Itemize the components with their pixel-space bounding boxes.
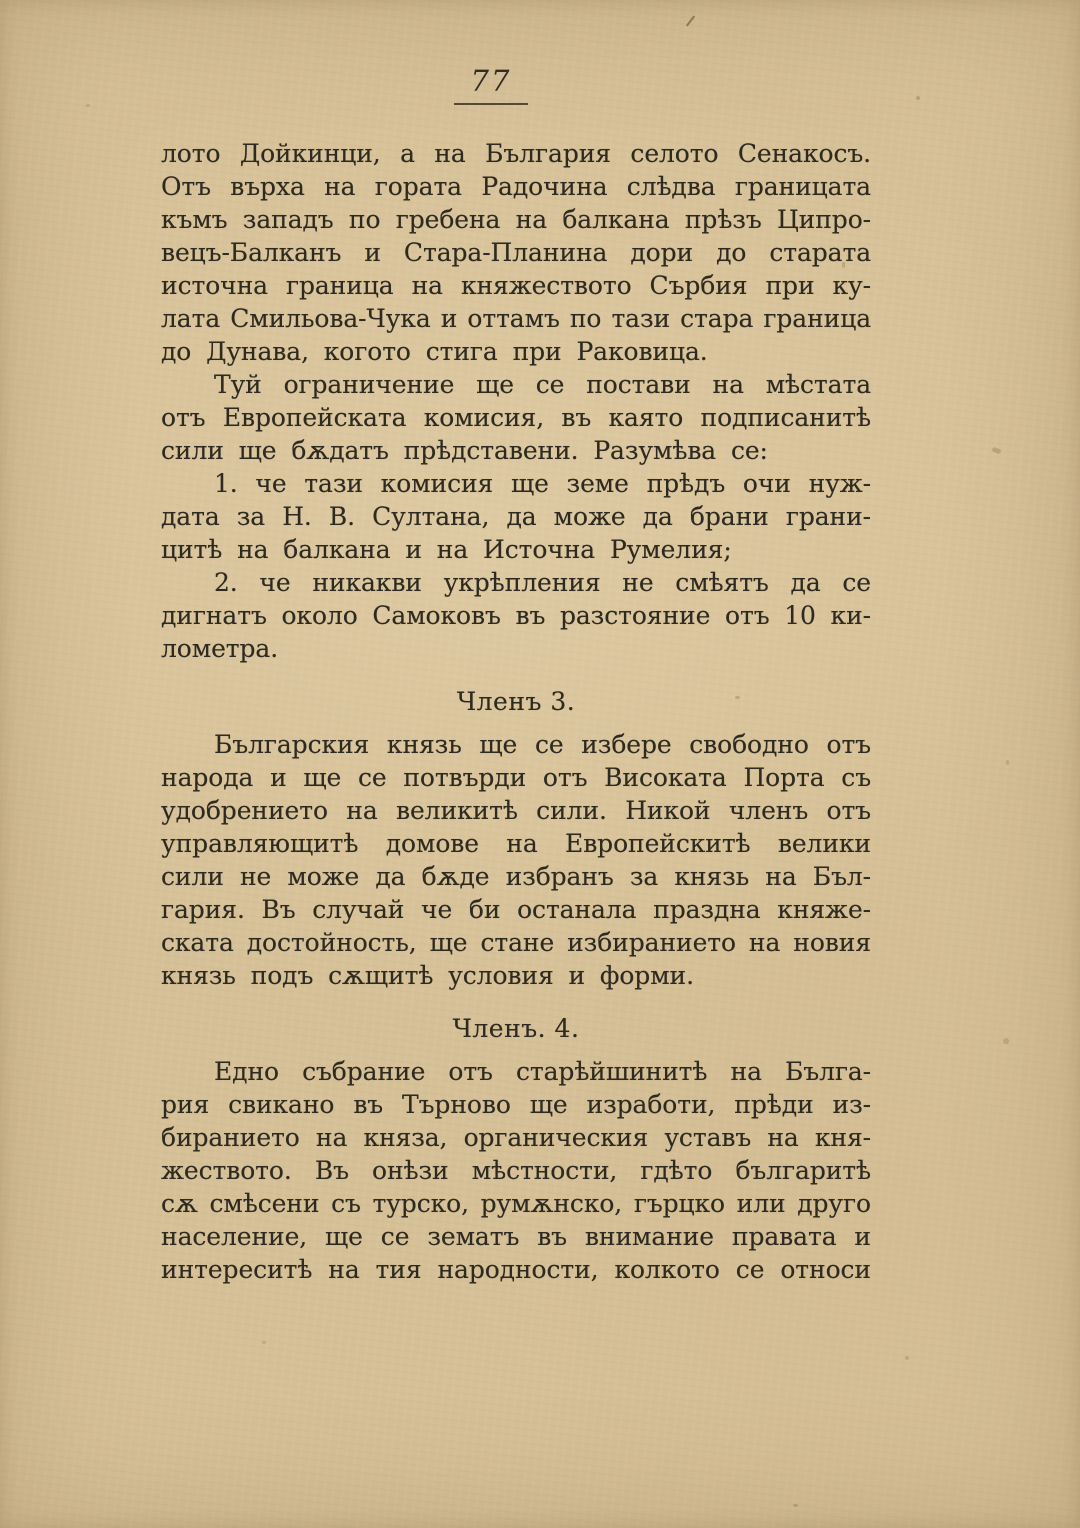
text-line: биранието на княза, органическия уставъ на кня- [161,1123,871,1152]
paper-speck [991,447,1001,455]
text-line: источна граница на княжеството Сърбия при ку- [161,271,871,300]
text-line: Българския князь ще се избере свободно отъ [214,730,871,759]
text-line: управляющитѣ домове на Европейскитѣ велики [161,829,871,858]
text-line: сѫ смѣсени съ турско, румѫнско, гърцко или друго [161,1189,871,1218]
text-line: народа и ще се потвърди отъ Високата Порта съ [161,763,871,792]
paper-speck [86,104,90,107]
text-column [161,137,871,1286]
section-heading: Членъ. 4. [452,1014,580,1043]
text-line: Отъ върха на гората Радочина слѣдва границата [161,172,871,201]
paper-speck [793,1504,798,1507]
text-line: сили ще бѫдатъ прѣдставени. Разумѣва се: [161,436,768,465]
text-line: жеството. Въ онѣзи мѣстности, гдѣто българитѣ [161,1156,871,1185]
text-line: сили не може да бѫде избранъ за князь на Бъл- [161,862,871,891]
text-line: лата Смильова-Чука и оттамъ по тази стара граница [161,304,871,333]
text-line: удобрението на великитѣ сили. Никой членъ отъ [161,796,871,825]
text-line: дата за Н. В. Султана, да може да брани грани- [161,502,871,531]
paper-speck [916,96,920,100]
paper-speck [262,1341,266,1344]
text-line: князь подъ сѫщитѣ условия и форми. [161,961,694,990]
text-line: гария. Въ случай че би останала праздна княже- [161,895,871,924]
text-line: цитѣ на балкана и на Источна Румелия; [161,535,732,564]
paragraph [161,1055,871,1286]
text-line: ската достойность, ще стане избиранието на новия [161,928,871,957]
text-line: 1. че тази комисия ще земе прѣдъ очи нуж- [214,469,871,498]
text-line: Туй ограничение ще се постави на мѣстата [214,370,871,399]
paper-speck [905,1356,909,1360]
paper-speck [1003,1038,1009,1044]
text-line: къмъ западъ по гребена на балкана прѣзъ Ципро- [161,205,871,234]
text-line: лометра. [161,634,279,663]
paragraph [161,137,871,368]
paper-speck [735,696,740,699]
text-line: население, ще се зематъ въ внимание правата и [161,1222,871,1251]
text-line: вецъ-Балканъ и Стара-Планина дори до старата [161,238,871,267]
text-line: Едно събрание отъ старѣйшинитѣ на Бълга- [214,1057,871,1086]
paragraph [161,467,871,566]
page-number: 77 [454,64,528,105]
paper-speck [686,15,696,26]
paper-speck [842,262,845,268]
text-line: интереситѣ на тия народности, колкото се относи [161,1255,871,1284]
paper-speck [465,523,468,526]
text-line: отъ Европейската комисия, въ каято подписанитѣ [161,403,871,432]
text-line: 2. че никакви укрѣпления не смѣятъ да се [214,568,871,597]
section-heading: Членъ 3. [456,687,576,716]
text-line: до Дунава, когото стига при Раковица. [161,337,708,366]
paragraph [161,728,871,992]
paragraph [161,368,871,467]
text-line: дигнатъ около Самоковъ въ разстояние отъ 10 ки- [161,601,871,630]
text-line: рия свикано въ Търново ще изработи, прѣди из- [161,1090,871,1119]
text-line: лото Дойкинци, а на България селото Сенакосъ. [161,139,871,168]
paper-speck [1006,760,1009,765]
paragraph [161,566,871,665]
